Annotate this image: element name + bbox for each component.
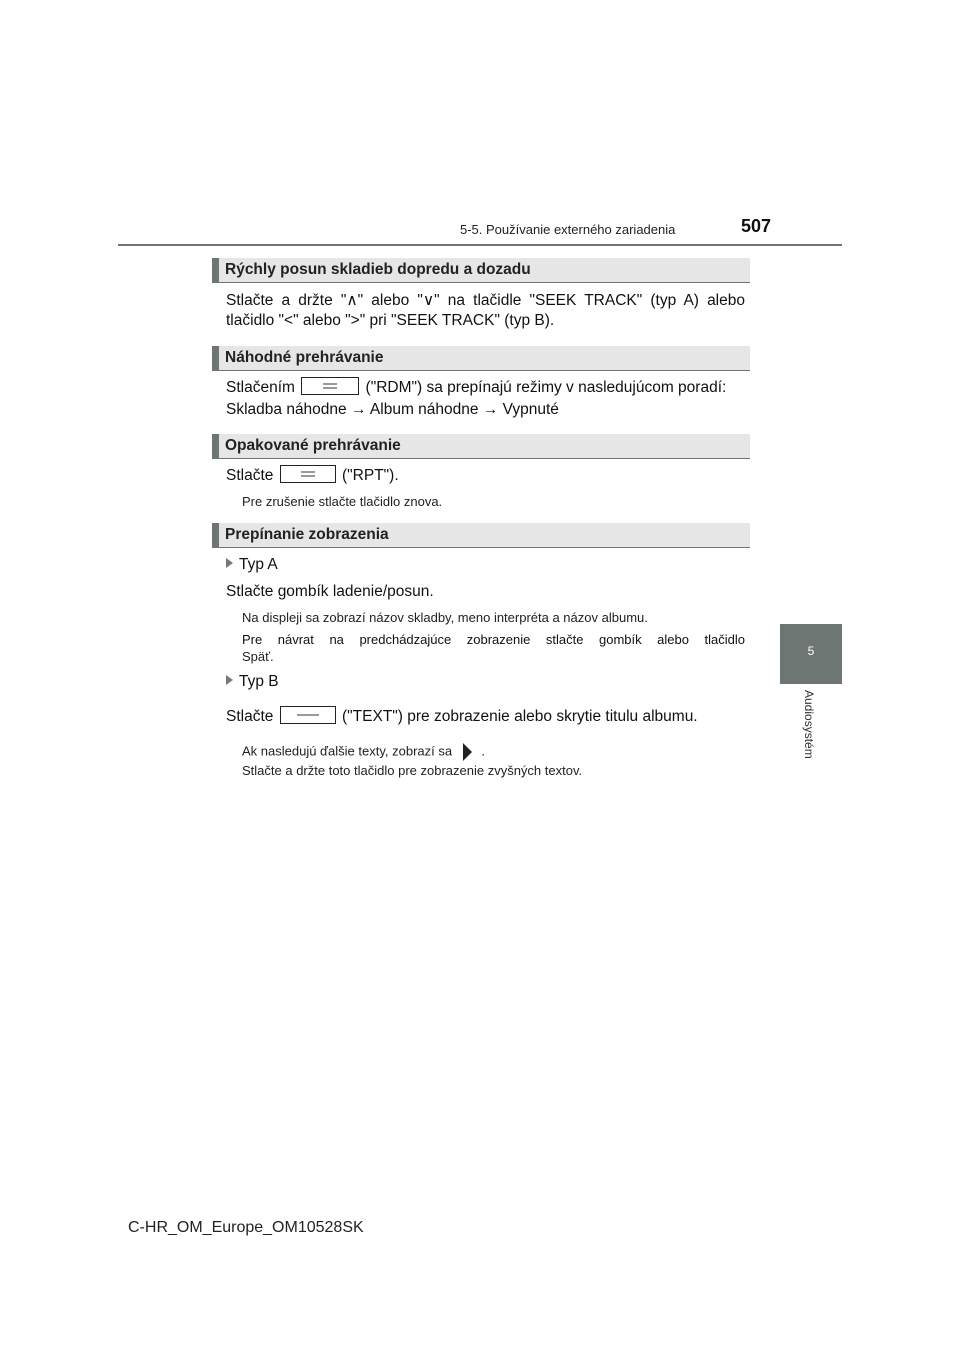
repeat-text-post: ("RPT").	[342, 467, 399, 485]
random-text-pre: Stlačením	[226, 379, 295, 397]
rpt-button-icon	[280, 465, 336, 483]
section-heading-random	[212, 346, 750, 371]
paragraph-random-line2: Skladba náhodne → Album náhodne → Vypnuté	[226, 401, 559, 418]
section-heading-bar	[212, 258, 219, 282]
section-heading-bar	[212, 523, 219, 547]
section-heading-bar	[212, 346, 219, 370]
section-heading-seek	[212, 258, 750, 283]
chapter-number: 5	[807, 644, 815, 658]
type-a-instruction: Stlačte gombík ladenie/posun.	[226, 583, 434, 600]
type-b-instruction	[226, 708, 698, 726]
running-header-section: 5-5. Používanie externého zariadenia	[460, 222, 676, 237]
type-b-note-1: Ak nasledujú ďalšie texty, zobrazí sa .	[242, 742, 485, 762]
random-text-post: ("RDM") sa prepínajú režimy v nasledujúcom poradí:	[365, 379, 727, 397]
paragraph-repeat-line1	[226, 467, 399, 485]
rdm-button-icon	[301, 377, 359, 395]
document-code: C-HR_OM_Europe_OM10528SK	[128, 1219, 364, 1236]
section-heading-repeat	[212, 434, 750, 459]
section-title: Opakované prehrávanie	[225, 437, 401, 454]
paragraph-random-line1	[226, 379, 726, 397]
paragraph-seek-line2: tlačidlo "<" alebo ">" pri "SEEK TRACK" (typ B).	[226, 312, 555, 329]
header-rule	[118, 244, 842, 246]
type-a-note-2b: Späť.	[242, 649, 274, 664]
type-b-text-post: ("TEXT") pre zobrazenie alebo skrytie titulu albumu.	[342, 708, 698, 726]
repeat-text-pre: Stlačte	[226, 467, 274, 485]
triangle-bullet-icon	[226, 558, 233, 568]
type-b-note-2: Stlačte a držte toto tlačidlo pre zobrazenie zvyšných textov.	[242, 763, 583, 778]
chapter-label-text: Audiosystém	[802, 690, 816, 759]
type-a-note-2a: Pre návrat na predchádzajúce zobrazenie stlačte gombík alebo tlačidlo	[242, 632, 745, 647]
section-heading-display	[212, 523, 750, 548]
paragraph-seek-line1: Stlačte a držte "∧" alebo "∨" na tlačidle "SEEK TRACK" (typ A) alebo	[226, 292, 745, 309]
type-b-heading: Typ B	[226, 673, 279, 691]
section-title: Prepínanie zobrazenia	[225, 526, 389, 543]
text-button-icon	[280, 706, 336, 724]
triangle-bullet-icon	[226, 675, 233, 685]
type-a-note-1: Na displeji sa zobrazí názov skladby, meno interpréta a názov albumu.	[242, 610, 648, 625]
more-text-arrow-icon	[460, 742, 474, 762]
section-title: Rýchly posun skladieb dopredu a dozadu	[225, 261, 531, 278]
chapter-label	[800, 690, 824, 780]
type-a-heading: Typ A	[226, 556, 278, 574]
repeat-note: Pre zrušenie stlačte tlačidlo znova.	[242, 494, 443, 509]
chapter-tab	[780, 624, 842, 684]
page-number: 507	[741, 216, 772, 236]
section-title: Náhodné prehrávanie	[225, 349, 384, 366]
type-b-text-pre: Stlačte	[226, 708, 274, 726]
section-heading-bar	[212, 434, 219, 458]
